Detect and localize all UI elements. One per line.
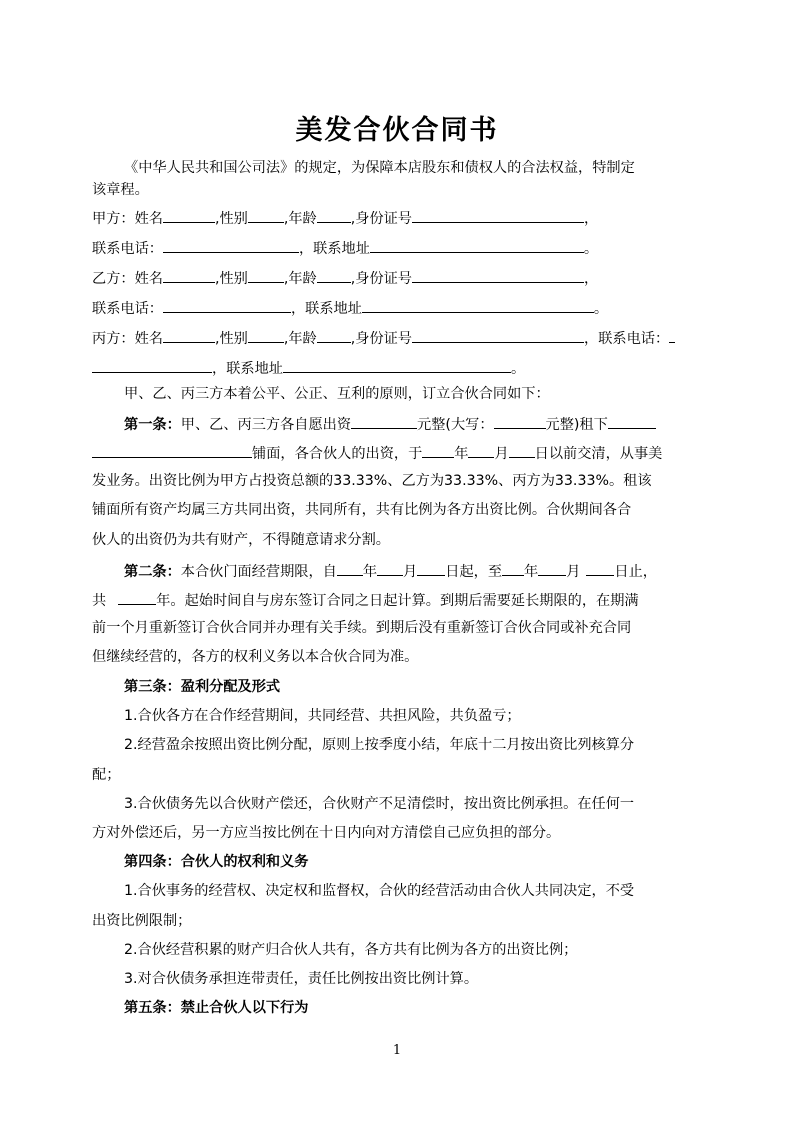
article-3-clause-3-cont: 方对外偿还后，另一方应当按比例在十日内向对方清偿自己应负担的部分。 bbox=[92, 825, 561, 841]
article-3-clause-1: 1.合伙各方在合作经营期间，共同经营、共担风险，共负盈亏； bbox=[124, 708, 521, 724]
party-a-info-line: 甲方：姓名 ,性别 ,年龄 ,身份证号 ， bbox=[92, 207, 598, 229]
id-blank bbox=[412, 267, 584, 283]
article-3-clause-3: 3.合伙债务先以合伙财产偿还，合伙财产不足清偿时，按出资比例承担。在任何一 bbox=[124, 796, 635, 812]
article-2-line-4: 但继续经营的，各方的权利义务以本合伙合同为准。 bbox=[92, 649, 419, 665]
name-blank bbox=[163, 267, 215, 283]
party-b-contact-line: 联系电话： ，联系地址 。 bbox=[92, 297, 608, 319]
article-1-line-1: 第一条：甲、乙、丙三方各自愿出资 元整(大写： 元整)租下 bbox=[124, 413, 656, 435]
gender-blank bbox=[248, 327, 284, 343]
party-c-contact-line: ，联系地址 。 bbox=[92, 357, 525, 379]
article-1-heading: 第一条： bbox=[124, 417, 181, 433]
party-c-info-line: 丙方：姓名 ,性别 ,年龄 ,身份证号 ，联系电话： bbox=[92, 327, 675, 349]
address-blank bbox=[362, 297, 594, 313]
article-1-line-4: 铺面所有资产均属三方共同出资，共同所有，共有比例为各方出资比例。合伙期间各合 bbox=[92, 502, 632, 518]
phone-blank-continued bbox=[92, 357, 212, 373]
document-title: 美发合伙合同书 bbox=[295, 115, 499, 146]
preamble: 甲、乙、丙三方本着公平、公正、互利的原则，订立合伙合同如下： bbox=[124, 386, 550, 402]
article-1-line-5: 伙人的出资仍为共有财产，不得随意请求分割。 bbox=[92, 532, 390, 548]
article-4-heading: 第四条：合伙人的权利和义务 bbox=[124, 854, 309, 870]
address-blank bbox=[370, 237, 584, 253]
amount-words-blank bbox=[494, 413, 546, 429]
party-a-contact-line: 联系电话： ，联系地址 。 bbox=[92, 237, 598, 259]
article-2-line-2: 共 年。起始时间自与房东签订合同之日起计算。到期后需要延长期限的，在期满 bbox=[92, 589, 639, 611]
article-1-line-2: 铺面，各合伙人的出资，于 年 月 日以前交清，从事美 bbox=[92, 442, 662, 464]
phone-blank bbox=[163, 237, 299, 253]
party-b-info-line: 乙方：姓名 ,性别 ,年龄 ,身份证号 ， bbox=[92, 267, 598, 289]
year-blank bbox=[337, 560, 363, 576]
article-1-line-3: 发业务。出资比例为甲方占投资总额的33.33%、乙方为33.33%、丙方为33.33%。租该 bbox=[92, 473, 652, 489]
article-5-heading: 第五条：禁止合伙人以下行为 bbox=[124, 1000, 309, 1016]
age-blank bbox=[317, 267, 351, 283]
phone-blank bbox=[669, 327, 675, 343]
article-4-clause-1: 1.合伙事务的经营权、决定权和监督权，合伙的经营活动由合伙人共同决定，不受 bbox=[124, 883, 635, 899]
intro-line-2: 该章程。 bbox=[92, 182, 149, 198]
name-blank bbox=[163, 207, 215, 223]
age-blank bbox=[317, 207, 351, 223]
location-blank-continued bbox=[92, 442, 252, 458]
age-blank bbox=[317, 327, 351, 343]
day-blank bbox=[417, 560, 445, 576]
article-4-clause-2: 2.合伙经营积累的财产归合伙人共有，各方共有比例为各方的出资比例； bbox=[124, 942, 578, 958]
article-2-line-3: 前一个月重新签订合伙合同并办理有关手续。到期后没有重新签订合伙合同或补充合同 bbox=[92, 620, 632, 636]
year-blank bbox=[422, 442, 454, 458]
intro-line-1: 《中华人民共和国公司法》的规定，为保障本店股东和债权人的合法权益，特制定 bbox=[124, 160, 635, 176]
article-4-clause-3: 3.对合伙债务承担连带责任，责任比例按出资比例计算。 bbox=[124, 971, 479, 987]
article-4-clause-1-cont: 出资比例限制； bbox=[92, 913, 192, 929]
month-blank bbox=[538, 560, 566, 576]
month-blank bbox=[468, 442, 494, 458]
amount-blank bbox=[351, 413, 417, 429]
gender-blank bbox=[248, 207, 284, 223]
article-2-heading: 第二条： bbox=[124, 564, 181, 580]
location-blank bbox=[608, 413, 656, 429]
year-blank bbox=[502, 560, 524, 576]
article-3-heading: 第三条：盈利分配及形式 bbox=[124, 679, 281, 695]
phone-blank bbox=[163, 297, 291, 313]
page-number: 1 bbox=[392, 1043, 402, 1058]
id-blank bbox=[412, 327, 584, 343]
article-2-line-1: 第二条：本合伙门面经营期限，自 年 月 日起，至 年 月 日止， bbox=[124, 560, 657, 582]
month-blank bbox=[377, 560, 403, 576]
name-blank bbox=[163, 327, 215, 343]
gender-blank bbox=[248, 267, 284, 283]
address-blank bbox=[283, 357, 511, 373]
day-blank bbox=[509, 442, 535, 458]
article-3-clause-2: 2.经营盈余按照出资比例分配，原则上按季度小结，年底十二月按出资比列核算分 bbox=[124, 737, 635, 753]
id-blank bbox=[412, 207, 584, 223]
years-blank bbox=[118, 589, 156, 605]
article-3-clause-2-cont: 配； bbox=[92, 767, 121, 783]
day-blank bbox=[586, 560, 614, 576]
